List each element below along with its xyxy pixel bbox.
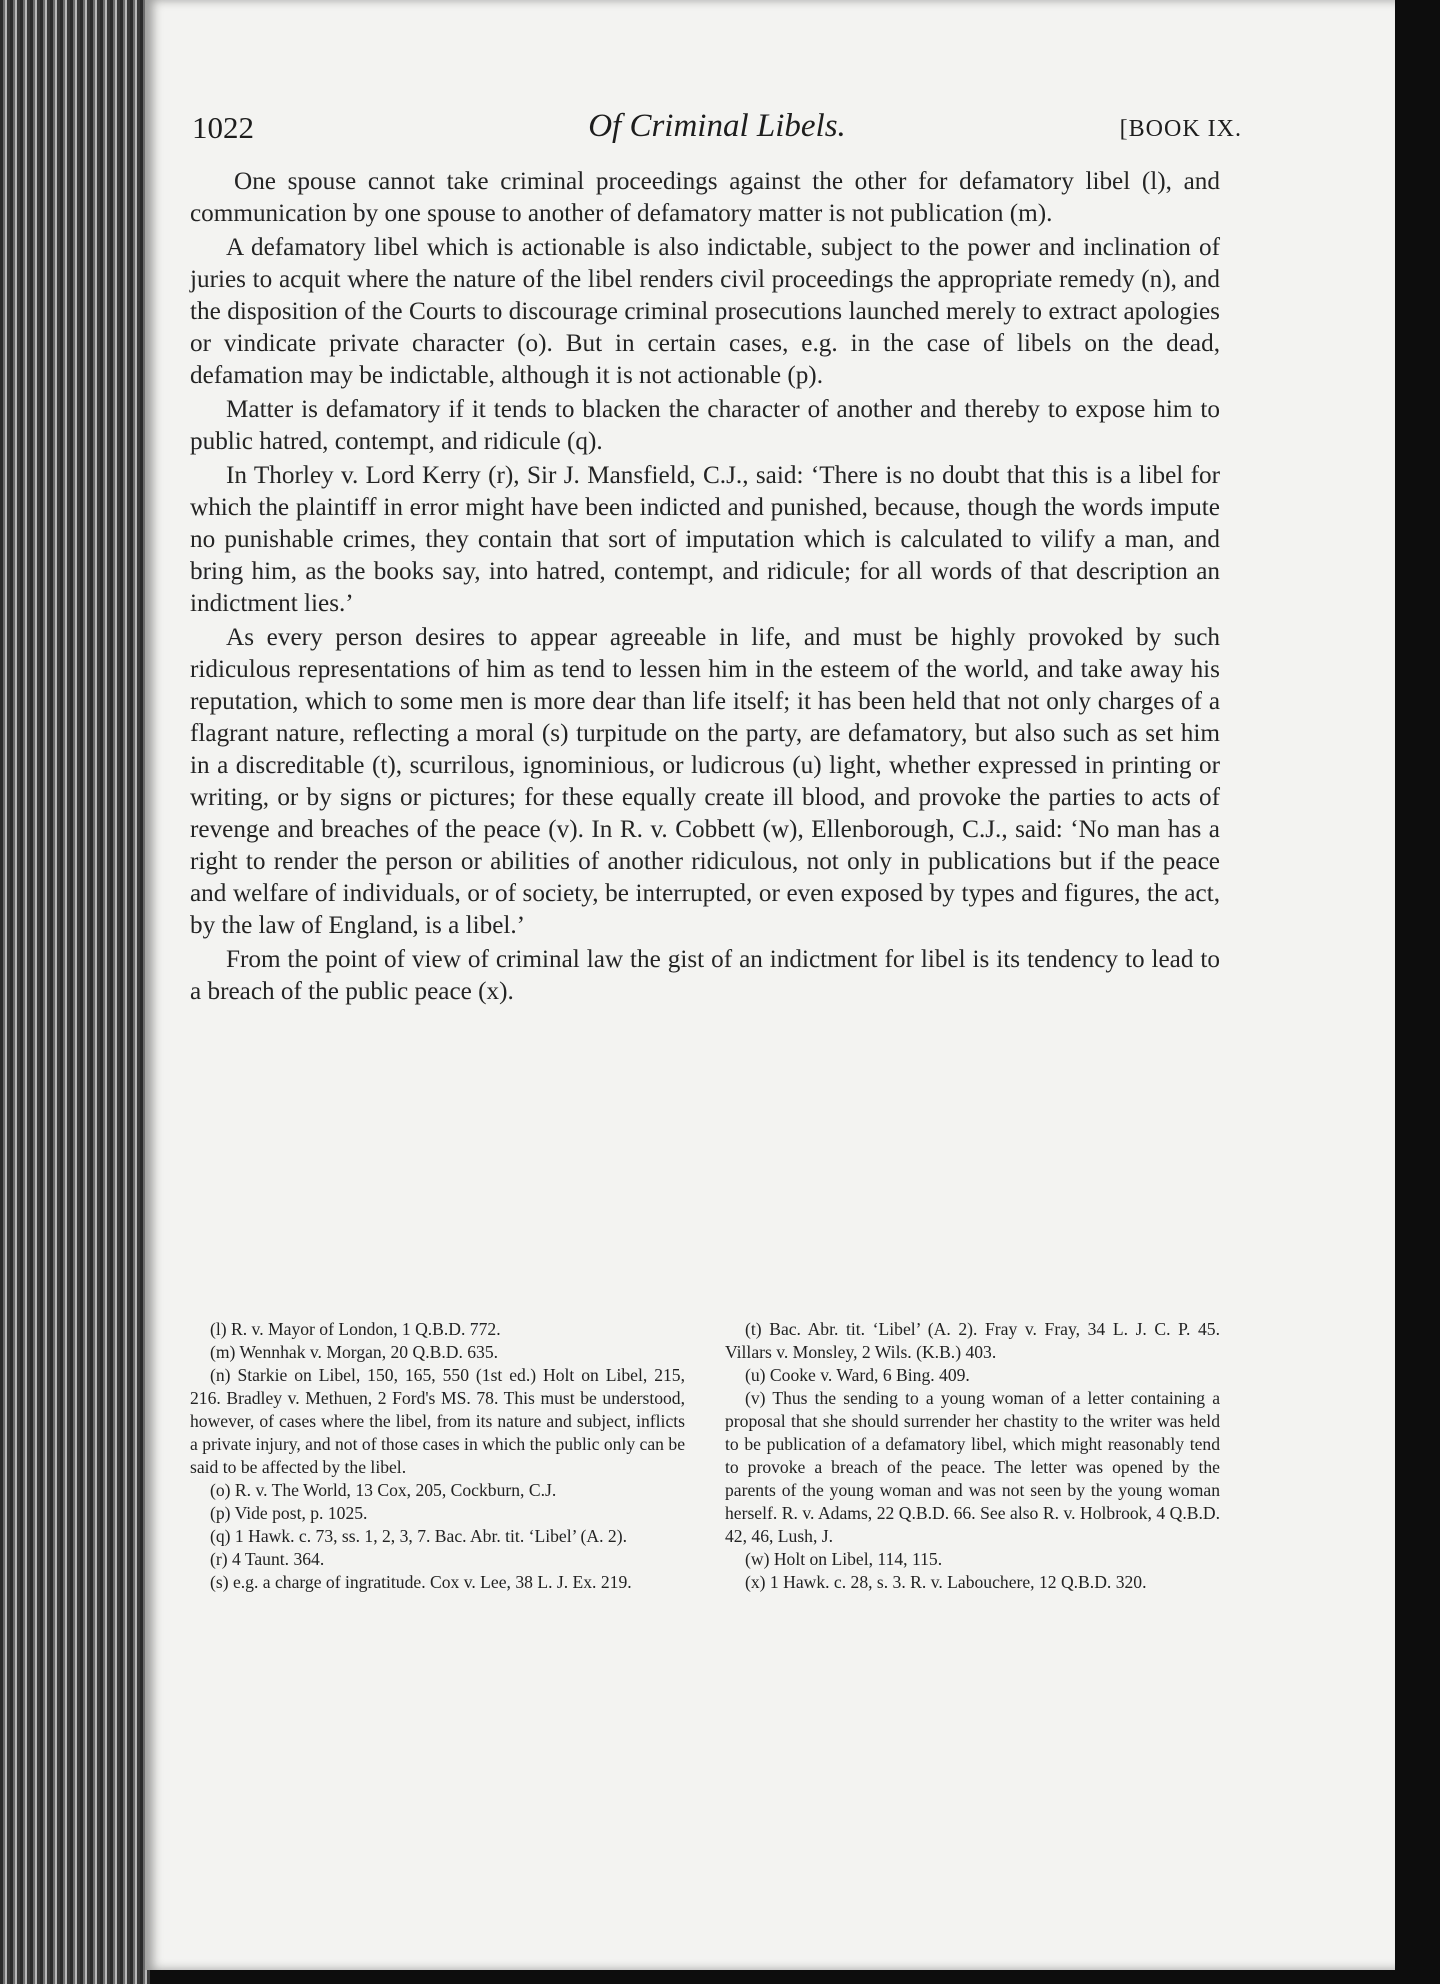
footnotes [190,1318,1220,1594]
main-text [190,166,1220,1010]
footnote: (l) R. v. Mayor of London, 1 Q.B.D. 772. [210,1319,501,1339]
footnote: (u) Cooke v. Ward, 6 Bing. 409. [745,1365,970,1385]
footnote: (r) 4 Taunt. 364. [210,1549,325,1569]
body-paragraph: Matter is defamatory if it tends to blacken the character of another and thereby to expose him to public hatred, contempt, and ridicule (q). [190,396,1220,455]
footnote: (m) Wennhak v. Morgan, 20 Q.B.D. 635. [210,1342,499,1362]
footnotes-right-column [725,1318,1220,1594]
footnote: (n) Starkie on Libel, 150, 165, 550 (1st ed.) Holt on Libel, 215, 216. Bradley v. Methuen, 2 Ford's MS. 78. This must be understood, however, of cases where the libel, from its nature and subject, inflicts a private injury, and not of those cases in which the public only can be said to be affected by the libel. [190,1365,685,1477]
footnote: (t) Bac. Abr. tit. ‘Libel’ (A. 2). Fray v. Fray, 34 L. J. C. P. 45. Villars v. Monsley, 2 Wils. (K.B.) 403. [725,1319,1220,1362]
book-reference: [BOOK IX. [1119,116,1242,142]
book-page-edges [0,0,150,1984]
footnote: (w) Holt on Libel, 114, 115. [745,1549,943,1569]
footnote: (q) 1 Hawk. c. 73, ss. 1, 2, 3, 7. Bac. Abr. tit. ‘Libel’ (A. 2). [210,1526,627,1546]
body-paragraph: In Thorley v. Lord Kerry (r), Sir J. Mansfield, C.J., said: ‘There is no doubt that this is a libel for which the plaintiff in error might have been indicted and punished, because, though the words impute no punishable crimes, they contain that sort of imputation which is calculated to vilify a man, and bring him, as the books say, into hatred, contempt, and ridicule; for all words of that description an indictment lies.’ [190,462,1220,617]
page-number: 1022 [192,110,254,145]
footnote: (s) e.g. a charge of ingratitude. Cox v. Lee, 38 L. J. Ex. 219. [210,1572,632,1592]
body-paragraph: A defamatory libel which is actionable is also indictable, subject to the power and inclination of juries to acquit where the nature of the libel renders civil proceedings the appropriate remedy (n), and the disposition of the Courts to discourage criminal prosecutions launched merely to extract apologies or vindicate private character (o). But in certain cases, e.g. in the case of libels on the dead, defamation may be indictable, although it is not actionable (p). [190,234,1220,389]
footnote: (v) Thus the sending to a young woman of a letter containing a proposal that she should surrender her chastity to the writer was held to be publication of a defamatory libel, which might reasonably tend to provoke a breach of the peace. The letter was opened by the parents of the young woman and was not seen by the young woman herself. R. v. Adams, 22 Q.B.D. 66. See also R. v. Holbrook, 4 Q.B.D. 42, 46, Lush, J. [725,1388,1220,1546]
footnote: (o) R. v. The World, 13 Cox, 205, Cockburn, C.J. [210,1480,557,1500]
page-header [192,108,1242,158]
body-paragraph: One spouse cannot take criminal proceedings against the other for defamatory libel (l), and communication by one spouse to another of defamatory matter is not publication (m). [190,168,1220,227]
body-paragraph: As every person desires to appear agreeable in life, and must be highly provoked by such ridiculous representations of him as tend to lessen him in the esteem of the world, and take away his reputation, which to some men is more dear than life itself; it has been held that not only charges of a flagrant nature, reflecting a moral (s) turpitude on the party, are defamatory, but also such as set him in a discreditable (t), scurrilous, ignominious, or ludicrous (u) light, whether expressed in printing or writing, or by signs or pictures; for these equally create ill blood, and provoke the parties to acts of revenge and breaches of the peace (v). In R. v. Cobbett (w), Ellenborough, C.J., said: ‘No man has a right to render the person or abilities of another ridiculous, not only in publications but if the peace and welfare of individuals, or of society, be interrupted, or even exposed by types and figures, the act, by the law of England, is a libel.’ [190,624,1220,939]
running-title: Of Criminal Libels. [588,108,846,144]
footnotes-left-column [190,1318,685,1594]
scan-right-border [1395,0,1440,1984]
footnote: (x) 1 Hawk. c. 28, s. 3. R. v. Labouchere, 12 Q.B.D. 320. [745,1572,1147,1592]
footnote: (p) Vide post, p. 1025. [210,1503,368,1523]
body-paragraph: From the point of view of criminal law the gist of an indictment for libel is its tendency to lead to a breach of the public peace (x). [190,946,1220,1005]
